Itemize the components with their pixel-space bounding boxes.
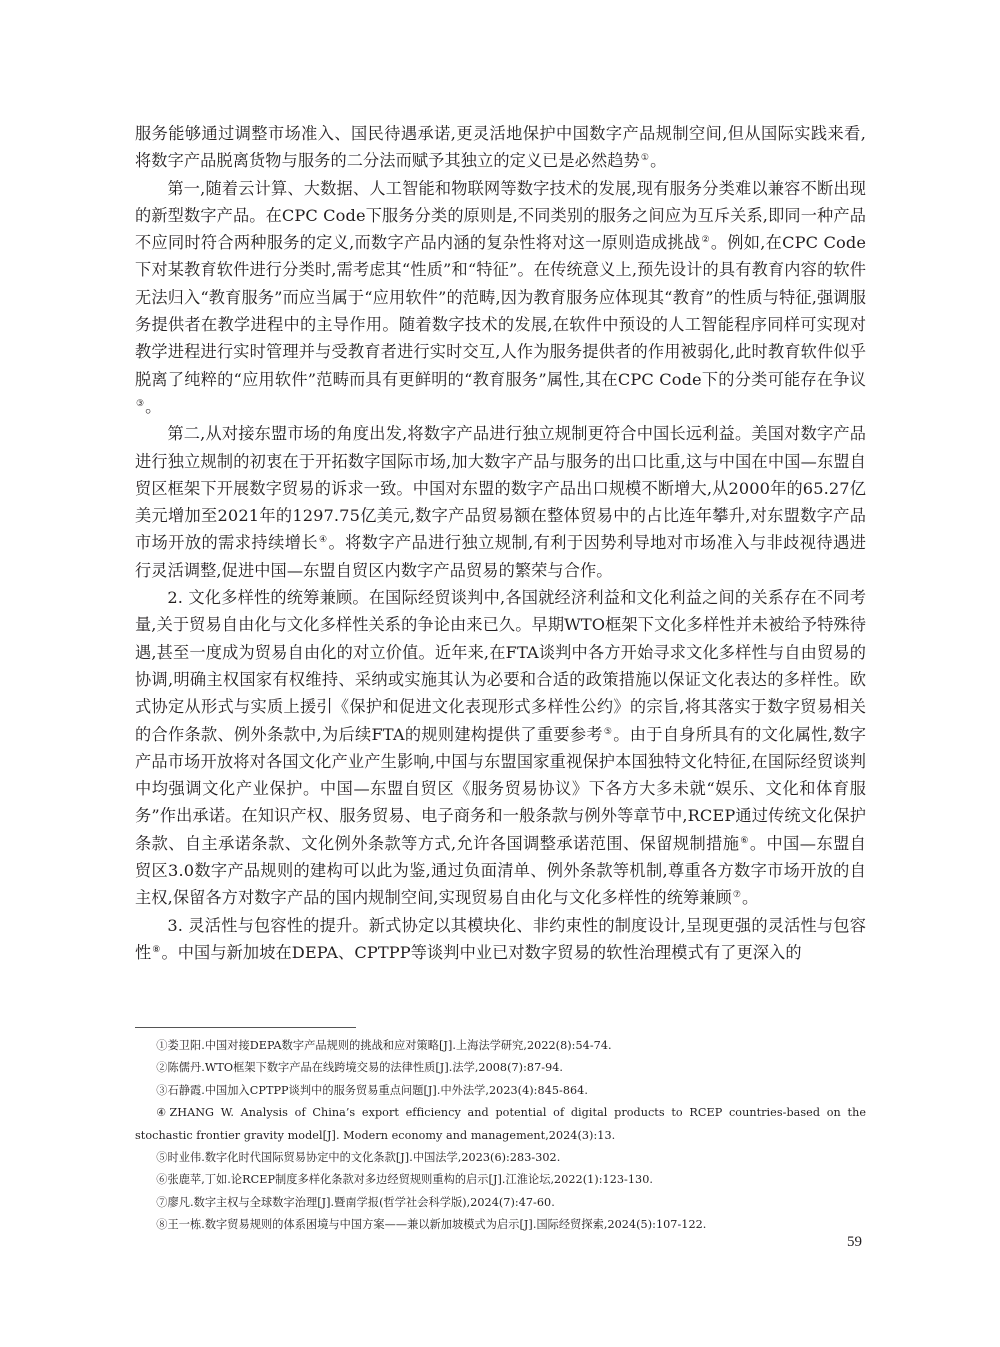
footnote-item: ⑧王一栋.数字贸易规则的体系困境与中国方案——兼以新加坡模式为启示[J].国际经贸探索,2024(5):107-122. xyxy=(156,1218,707,1232)
footnote-item: ③石静霞.中国加入CPTPP谈判中的服务贸易重点问题[J].中外法学,2023(4):845-864. xyxy=(156,1083,588,1097)
footnote-separator xyxy=(135,1027,356,1028)
paragraph: 3. 灵活性与包容性的提升。新式协定以其模块化、非约束性的制度设计,呈现更强的灵活性与包容性⑧。中国与新加坡在DEPA、CPTPP等谈判中业已对数字贸易的软性治理模式有了更深入的 xyxy=(135,915,866,962)
footnote-marker[interactable]: ① xyxy=(640,153,650,164)
footnote-marker[interactable]: ② xyxy=(701,235,710,246)
footnote-marker[interactable]: ⑤ xyxy=(603,726,613,737)
footnote-item: ①娄卫阳.中国对接DEPA数字产品规则的挑战和应对策略[J].上海法学研究,2022(8):54-74. xyxy=(156,1039,612,1052)
footnote-marker[interactable]: ⑦ xyxy=(732,890,742,901)
footnote-item: ⑦廖凡.数字主权与全球数字治理[J].暨南学报(哲学社会科学版),2024(7):47-60. xyxy=(156,1195,555,1209)
footnotes xyxy=(135,1035,866,1237)
footnote-marker[interactable]: ⑧ xyxy=(152,944,161,955)
paragraph: 第二,从对接东盟市场的角度出发,将数字产品进行独立规制更符合中国长远利益。美国对数字产品进行独立规制的初衷在于开拓数字国际市场,加大数字产品与服务的出口比重,这与中国在中国—东盟自贸区框架下开展数字贸易的诉求一致。中国对东盟的数字产品出口规模不断增大,从2000年的65.27亿美元增加至2021年的1297.75亿美元,数字产品贸易额在整体贸易中的占比连年攀升,对东盟数字产品市场开放的需求持续增长④。将数字产品进行独立规制,有利于因势利导地对市场准入与非歧视待遇进行灵活调整,促进中国—东盟自贸区内数字产品贸易的繁荣与合作。 xyxy=(135,424,866,580)
footnote-item: ②陈儒丹.WTO框架下数字产品在线跨境交易的法律性质[J].法学,2008(7):87-94. xyxy=(156,1061,564,1075)
paragraph: 服务能够通过调整市场准入、国民待遇承诺,更灵活地保护中国数字产品规制空间,但从国际实践来看,将数字产品脱离货物与服务的二分法而赋予其独立的定义已是必然趋势①。 xyxy=(135,124,866,171)
paragraph: 2. 文化多样性的统筹兼顾。在国际经贸谈判中,各国就经济利益和文化利益之间的关系存在不同考量,关于贸易自由化与文化多样性关系的争论由来已久。早期WTO框架下文化多样性并未被给予特殊待遇,甚至一度成为贸易自由化的对立价值。近年来,在FTA谈判中各方开始寻求文化多样性与自由贸易的协调,明确主权国家有权维持、采纳或实施其认为必要和合适的政策措施以保证文化表达的多样性。欧式协定从形式与实质上援引《保护和促进文化表现形式多样性公约》的宗旨,将其落实于数字贸易相关的合作条款、例外条款中,为后续FTA的规则建构提供了重要参考⑤。由于自身所具有的文化属性,数字产品市场开放将对各国文化产业产生影响,中国与东盟国家重视保护本国独特文化特征,在国际经贸谈判中均强调文化产业保护。中国—东盟自贸区《服务贸易协议》下各方大多未就“娱乐、文化和体育服务”作出承诺。在知识产权、服务贸易、电子商务和一般条款与例外等章节中,RCEP通过传统文化保护条款、自主承诺条款、文化例外条款等方式,允许各国调整承诺范围、保留规制措施⑥。中国—东盟自贸区3.0数字产品规则的建构可以此为鉴,通过负面清单、例外条款等机制,尊重各方数字市场开放的自主权,保留各方对数字产品的国内规制空间,实现贸易自由化与文化多样性的统筹兼顾⑦。 xyxy=(135,588,866,908)
body-text xyxy=(135,120,866,966)
footnote-marker[interactable]: ⑥ xyxy=(740,835,749,846)
footnote-item: ⑤时业伟.数字化时代国际贸易协定中的文化条款[J].中国法学,2023(6):283-302. xyxy=(156,1151,561,1165)
footnote-marker[interactable]: ③ xyxy=(136,398,145,409)
paragraph: 第一,随着云计算、大数据、人工智能和物联网等数字技术的发展,现有服务分类难以兼容不断出现的新型数字产品。在CPC Code下服务分类的原则是,不同类别的服务之间应为互斥关系,即同一种产品不应同时符合两种服务的定义,而数字产品内涵的复杂性将对这一原则造成挑战②。例如,在CPC Code下对某教育软件进行分类时,需考虑其“性质”和“特征”。在传统意义上,预先设计的具有教育内容的软件无法归入“教育服务”而应当属于“应用软件”的范畴,因为教育服务应体现其“教育”的性质与特征,强调服务提供者在教学进程中的主导作用。随着数字技术的发展,在软件中预设的人工智能程序同样可实现对教学进程进行实时管理并与受教育者进行实时交互,人作为服务提供者的作用被弱化,此时教育软件似乎脱离了纯粹的“应用软件”范畴而具有更鲜明的“教育服务”属性,其在CPC Code下的分类可能存在争议③。 xyxy=(135,178,866,416)
footnote-item: ④ZHANG W. Analysis of China’s export efficiency and potential of digital products to RCEP countries-based on the stochastic frontier gravity model[J]. Modern economy and management,2024(3):13. xyxy=(135,1106,866,1142)
page-number: 59 xyxy=(847,1234,862,1250)
footnote-marker[interactable]: ④ xyxy=(318,535,328,546)
footnote-item: ⑥张鹿苹,丁如.论RCEP制度多样化条款对多边经贸规则重构的启示[J].江淮论坛,2022(1):123-130. xyxy=(156,1173,653,1187)
